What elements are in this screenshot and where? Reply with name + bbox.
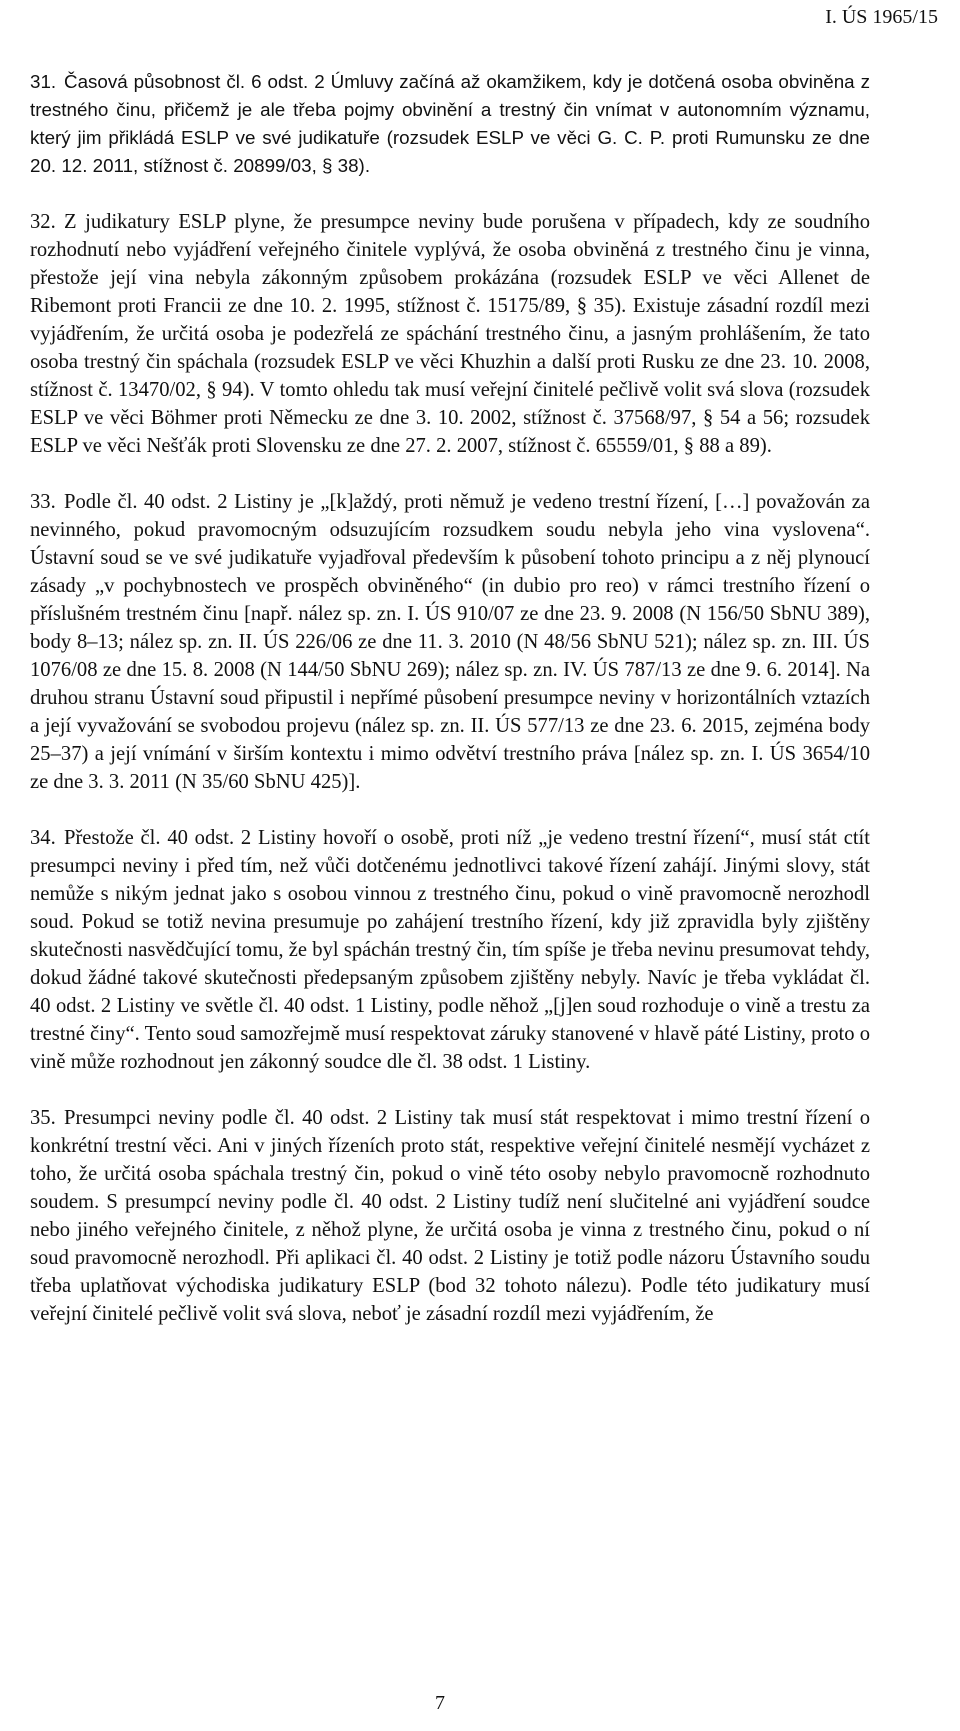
paragraph-number: 34. (30, 827, 56, 849)
paragraph-34 (30, 824, 870, 1076)
paragraph-text: Presumpci neviny podle čl. 40 odst. 2 Listiny tak musí stát respektovat i mimo trestní řízení o konkrétní trestní věci. Ani v jiných řízeních proto stát, respektive veřejní činitelé nesmějí vycházet z toho, že určitá osoba spáchala trestný čin, pokud o vině této osoby nebylo pravomocně rozhodnuto soudem. S presumpcí neviny podle čl. 40 odst. 2 Listiny tudíž není slučitelné ani vyjádření soudce nebo jiného veřejného činitele, z něhož plyne, že určitá osoba je vinna z trestného činu, pokud o ní soud pravomocně nerozhodl. Při aplikaci čl. 40 odst. 2 Listiny je totiž podle názoru Ústavního soudu třeba uplatňovat východiska judikatury ESLP (bod 32 tohoto nálezu). Podle této judikatury musí veřejní činitelé pečlivě volit svá slova, neboť je zásadní rozdíl mezi vyjádřením, že (30, 1107, 870, 1325)
paragraph-text: Přestože čl. 40 odst. 2 Listiny hovoří o osobě, proti níž „je vedeno trestní řízení“, musí stát ctít presumpci neviny i před tím, než vůči dotčenému jednotlivci takové řízení zahájí. Jinými slovy, stát nemůže s nikým jednat jako s osobou vinnou z trestného činu, pokud o vině pravomocně nerozhodl soud. Pokud se totiž nevina presumuje po zahájení trestního řízení, kdy již zpravidla byly zjištěny skutečnosti nasvědčující tomu, že byl spáchán trestný čin, tím spíše je třeba nevinu presumovat tehdy, dokud žádné takové skutečnosti předepsaným způsobem zjištěny nebyly. Navíc je třeba vykládat čl. 40 odst. 2 Listiny ve světle čl. 40 odst. 1 Listiny, podle něhož „[j]en soud rozhoduje o vině a trestu za trestné činy“. Tento soud samozřejmě musí respektovat záruky stanovené v hlavě páté Listiny, proto o vině může rozhodnout jen zákonný soudce dle čl. 38 odst. 1 Listiny. (30, 827, 870, 1073)
paragraph-number: 31. (30, 71, 57, 92)
paragraph-33 (30, 488, 870, 796)
paragraph-text: Podle čl. 40 odst. 2 Listiny je „[k]aždý, proti němuž je vedeno trestní řízení, […] považován za nevinného, pokud pravomocným odsuzujícím rozsudkem soudu nebyla jeho vina vyslovena“. Ústavní soud se ve své judikatuře vyjadřoval především k působení tohoto principu a z něj plynoucí zásady „v pochybnostech ve prospěch obviněného“ (in dubio pro reo) v rámci trestního řízení o příslušném trestném činu [např. nález sp. zn. I. ÚS 910/07 ze dne 23. 9. 2008 (N 156/50 SbNU 389), body 8–13; nález sp. zn. II. ÚS 226/06 ze dne 11. 3. 2010 (N 48/56 SbNU 521); nález sp. zn. III. ÚS 1076/08 ze dne 15. 8. 2008 (N 144/50 SbNU 269); nález sp. zn. IV. ÚS 787/13 ze dne 9. 6. 2014]. Na druhou stranu Ústavní soud připustil i nepřímé působení presumpce neviny v horizontálních vztazích a její vyvažování se svobodou projevu (nález sp. zn. II. ÚS 577/13 ze dne 23. 6. 2015, zejména body 25–37) a její vnímání v širším kontextu i mimo odvětví trestního práva [nález sp. zn. I. ÚS 3654/10 ze dne 3. 3. 2011 (N 35/60 SbNU 425)]. (30, 491, 870, 793)
paragraph-32 (30, 208, 870, 460)
paragraph-list (30, 68, 870, 1356)
paragraph-number: 32. (30, 211, 56, 233)
paragraph-35 (30, 1104, 870, 1328)
paragraph-number: 35. (30, 1107, 56, 1129)
paragraph-text: Z judikatury ESLP plyne, že presumpce neviny bude porušena v případech, kdy ze soudního rozhodnutí nebo vyjádření veřejného činitele vyplývá, že osoba obviněná z trestného činu je vinna, přestože její vina nebyla zákonným způsobem prokázána (rozsudek ESLP ve věci Allenet de Ribemont proti Francii ze dne 10. 2. 1995, stížnost č. 15175/89, § 35). Existuje zásadní rozdíl mezi vyjádřením, že určitá osoba je podezřelá ze spáchání trestného činu, a jasným prohlášením, že tato osoba trestný čin spáchala (rozsudek ESLP ve věci Khuzhin a další proti Rusku ze dne 23. 10. 2008, stížnost č. 13470/02, § 94). V tomto ohledu tak musí veřejní činitelé pečlivě volit svá slova (rozsudek ESLP ve věci Böhmer proti Německu ze dne 3. 10. 2002, stížnost č. 37568/97, § 54 a 56; rozsudek ESLP ve věci Nešťák proti Slovensku ze dne 27. 2. 2007, stížnost č. 65559/01, § 88 a 89). (30, 211, 870, 457)
paragraph-number: 33. (30, 491, 56, 513)
page-number: 7 (435, 1692, 445, 1714)
case-reference: I. ÚS 1965/15 (825, 6, 938, 28)
paragraph-text: Časová působnost čl. 6 odst. 2 Úmluvy začíná až okamžikem, kdy je dotčená osoba obviněna z trestného činu, přičemž je ale třeba pojmy obvinění a trestný čin vnímat v autonomním významu, který jim přikládá ESLP ve své judikatuře (rozsudek ESLP ve věci G. C. P. proti Rumunsku ze dne 20. 12. 2011, stížnost č. 20899/03, § 38). (30, 71, 870, 176)
paragraph-31 (30, 68, 870, 180)
